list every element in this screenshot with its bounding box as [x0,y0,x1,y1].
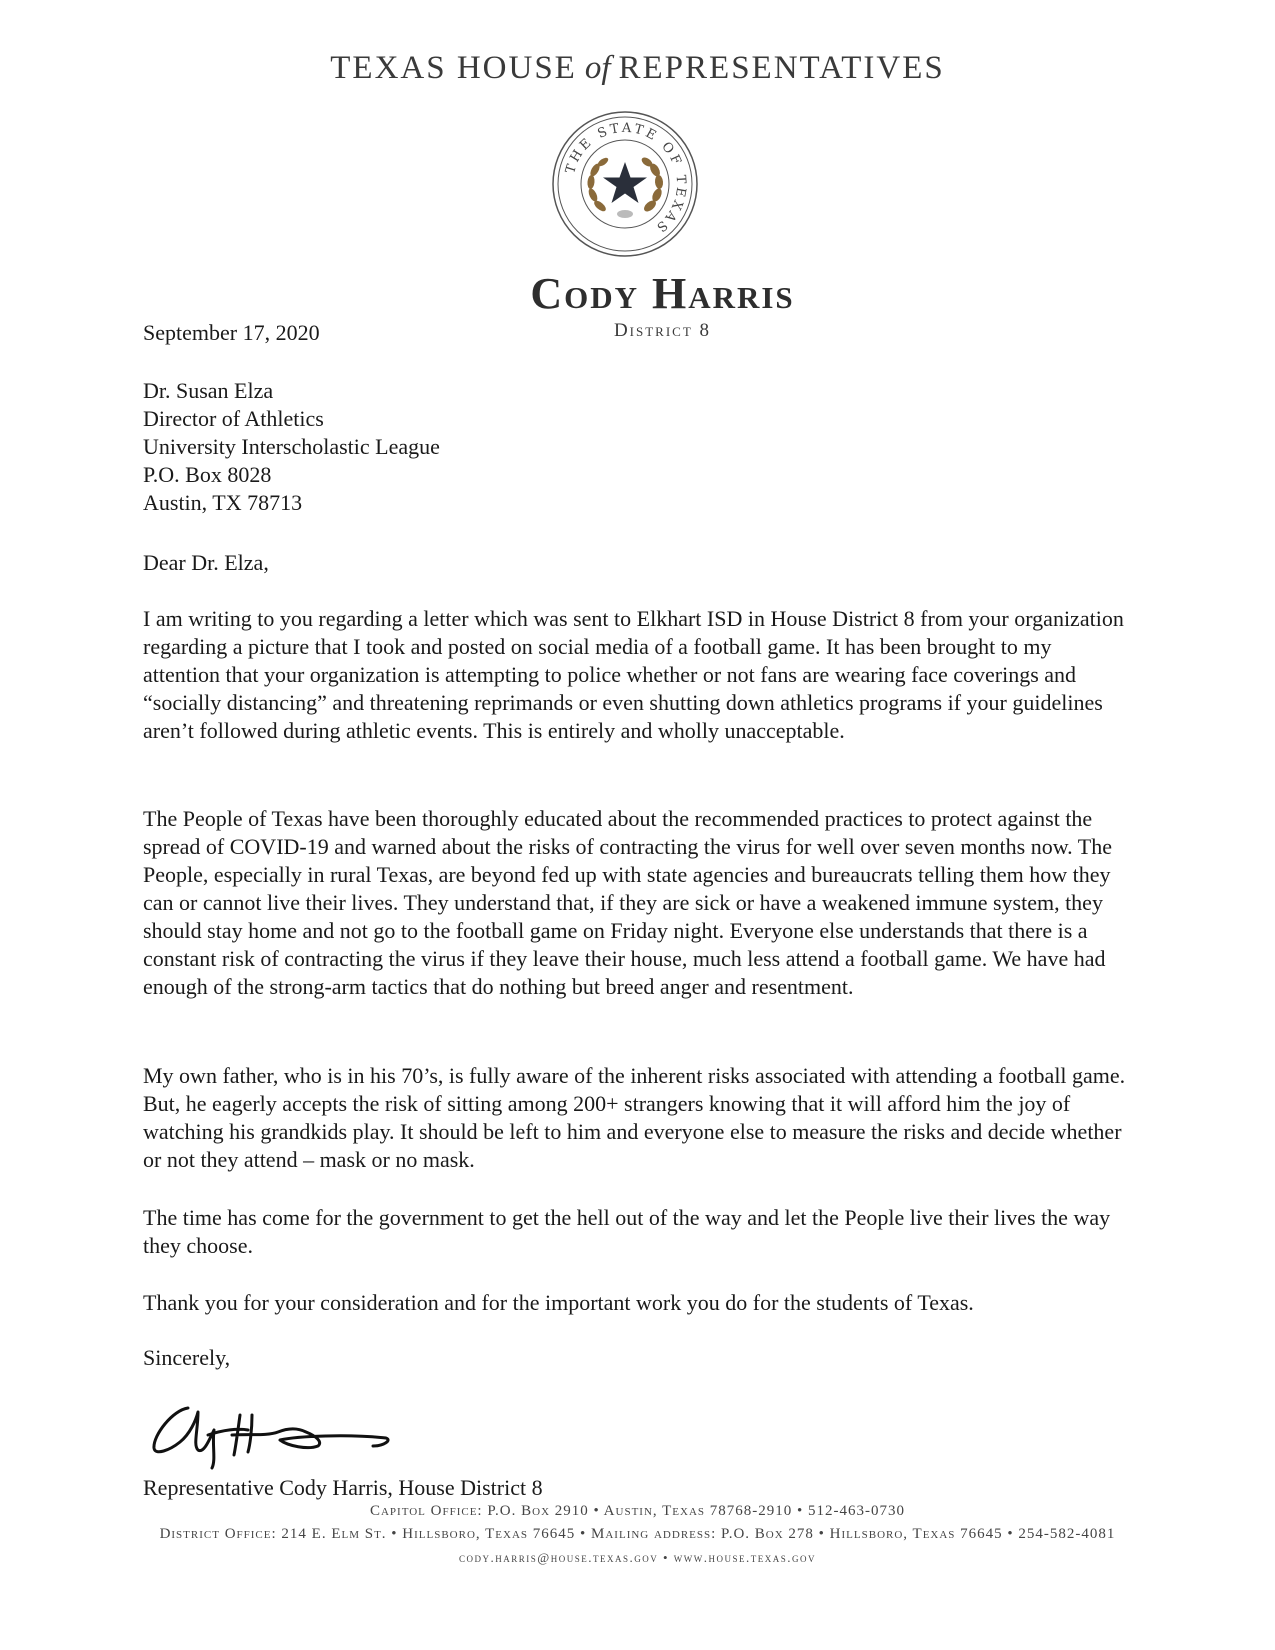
letterhead-title-part1: TEXAS HOUSE [330,50,577,86]
body-paragraph: I am writing to you regarding a letter which was sent to Elkhart ISD in House District 8 from your organization regarding a picture that I took and posted on social media of a football game. It has been brought to my attention that your organization is attempting to police whether or not fans are wearing face coverings and “socially distancing” and threatening reprimands or even shutting down athletics programs if your guidelines aren’t followed during athletic events. This is entirely and wholly unacceptable. [143,606,1124,743]
texas-seal-icon [551,110,699,258]
body-paragraph: My own father, who is in his 70’s, is fully aware of the inherent risks associated with attending a football game. But, he eagerly accepts the risk of sitting among 200+ strangers knowing that it will afford him the joy of watching his grandkids play. It should be left to him and everyone else to measure the risks and decide whether or not they attend – mask or no mask. [143,1063,1126,1172]
recipient-line: Director of Athletics [143,406,324,431]
recipient-line: Austin, TX 78713 [143,490,303,515]
body-paragraph: The time has come for the government to get the hell out of the way and let the People live their lives the way they choose. [143,1205,1111,1258]
closing: Sincerely, [143,1345,231,1370]
footer-capitol-office: Capitol Office: P.O. Box 2910 • Austin, Texas 78768-2910 • 512-463-0730 [369,1503,906,1519]
recipient-line: Dr. Susan Elza [143,378,274,403]
signer-name: Representative Cody Harris, House District 8 [143,1475,543,1500]
recipient-line: P.O. Box 8028 [143,462,272,487]
signature-image [148,1390,398,1470]
letter-date: September 17, 2020 [143,320,320,345]
letterhead-title-part2: REPRESENTATIVES [618,50,945,86]
letterhead-title [0,50,1275,87]
representative-name: Cody Harris [530,269,795,318]
letterhead-title-of: of [584,50,611,86]
body-paragraph: The People of Texas have been thoroughly educated about the recommended practices to protect against the spread of COVID-19 and warned about the risks of contracting the virus for well over seven months now. The People, especially in rural Texas, are beyond fed up with state agencies and bureaucrats telling them how they can or cannot live their lives. They understand that, if they are sick or have a weakened immune system, they should stay home and not go to the football game on Friday night. Everyone else understands that there is a constant risk of contracting the virus if they leave their house, much less attend a football game. We have had enough of the strong-arm tactics that do nothing but breed anger and resentment. [143,806,1112,999]
footer-district-office: District Office: 214 E. Elm St. • Hillsboro, Texas 76645 • Mailing address: P.O. Box 278 • Hillsboro, Texas 76645 • 254-582-4081 [159,1526,1116,1542]
salutation: Dear Dr. Elza, [143,550,269,575]
recipient-address [143,377,440,517]
body-paragraph: Thank you for your consideration and for the important work you do for the students of Texas. [143,1290,974,1315]
seal-text: THE STATE OF TEXAS [563,120,689,237]
recipient-line: University Interscholastic League [143,434,440,459]
representative-district: District 8 [613,320,712,341]
footer-contact: cody.harris@house.texas.gov • www.house.texas.gov [458,1550,816,1565]
